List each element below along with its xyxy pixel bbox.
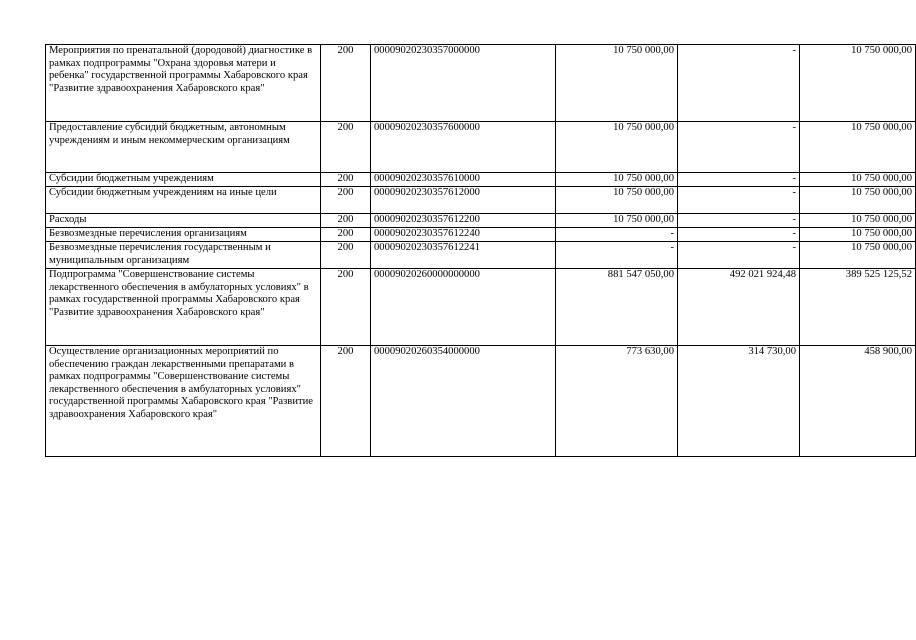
- row-executed: -: [678, 228, 800, 242]
- row-code: 200: [321, 214, 371, 228]
- row-executed: -: [678, 173, 800, 187]
- table-row: [46, 242, 916, 269]
- row-name: Субсидии бюджетным учреждениям: [46, 173, 321, 187]
- row-approved: 773 630,00: [556, 346, 678, 457]
- row-remaining: 10 750 000,00: [800, 122, 916, 173]
- row-approved: 10 750 000,00: [556, 214, 678, 228]
- row-kbk: 00009020230357612240: [371, 228, 556, 242]
- table-row: [46, 228, 916, 242]
- row-kbk: 00009020260000000000: [371, 269, 556, 346]
- row-approved: -: [556, 242, 678, 269]
- table-row: [46, 346, 916, 457]
- table-row: [46, 173, 916, 187]
- row-kbk: 00009020230357612241: [371, 242, 556, 269]
- row-kbk: 00009020230357612000: [371, 187, 556, 214]
- row-code: 200: [321, 228, 371, 242]
- row-name: Мероприятия по пренатальной (дородовой) диагностике в рамках подпрограммы "Охрана здоровья матери и ребенка" государственной программы Хабаровского края "Развитие здравоохранения Хабаровского края": [46, 45, 321, 122]
- row-remaining: 458 900,00: [800, 346, 916, 457]
- row-executed: -: [678, 45, 800, 122]
- row-approved: 10 750 000,00: [556, 173, 678, 187]
- row-remaining: 389 525 125,52: [800, 269, 916, 346]
- row-executed: -: [678, 187, 800, 214]
- row-remaining: 10 750 000,00: [800, 214, 916, 228]
- table-row: [46, 45, 916, 122]
- row-approved: 10 750 000,00: [556, 45, 678, 122]
- row-kbk: 00009020230357612200: [371, 214, 556, 228]
- row-name: Безвозмездные перечисления государственным и муниципальным организациям: [46, 242, 321, 269]
- row-approved: -: [556, 228, 678, 242]
- row-kbk: 00009020230357600000: [371, 122, 556, 173]
- row-executed: -: [678, 242, 800, 269]
- row-kbk: 00009020230357000000: [371, 45, 556, 122]
- table-row: [46, 187, 916, 214]
- row-approved: 10 750 000,00: [556, 187, 678, 214]
- row-remaining: 10 750 000,00: [800, 173, 916, 187]
- row-code: 200: [321, 187, 371, 214]
- table-row: [46, 122, 916, 173]
- row-name: Расходы: [46, 214, 321, 228]
- row-code: 200: [321, 122, 371, 173]
- row-name: Безвозмездные перечисления организациям: [46, 228, 321, 242]
- row-name: Субсидии бюджетным учреждениям на иные цели: [46, 187, 321, 214]
- table-row: [46, 214, 916, 228]
- row-remaining: 10 750 000,00: [800, 187, 916, 214]
- row-approved: 10 750 000,00: [556, 122, 678, 173]
- row-name: Осуществление организационных мероприятий по обеспечению граждан лекарственными препаратами в рамках подпрограммы "Совершенствование системы лекарственного обеспечения в амбулаторных условиях" государственной программы Хабаровского края "Развитие здравоохранения Хабаровского края": [46, 346, 321, 457]
- table-row: [46, 269, 916, 346]
- row-kbk: 00009020230357610000: [371, 173, 556, 187]
- row-kbk: 00009020260354000000: [371, 346, 556, 457]
- row-executed: 314 730,00: [678, 346, 800, 457]
- row-approved: 881 547 050,00: [556, 269, 678, 346]
- row-code: 200: [321, 269, 371, 346]
- row-code: 200: [321, 45, 371, 122]
- budget-execution-table: [45, 44, 916, 457]
- row-name: Подпрограмма "Совершенствование системы лекарственного обеспечения в амбулаторных условиях" в рамках государственной программы Хабаровского края "Развитие здравоохранения Хабаровского края": [46, 269, 321, 346]
- row-remaining: 10 750 000,00: [800, 242, 916, 269]
- row-remaining: 10 750 000,00: [800, 45, 916, 122]
- row-code: 200: [321, 346, 371, 457]
- row-code: 200: [321, 173, 371, 187]
- row-remaining: 10 750 000,00: [800, 228, 916, 242]
- row-executed: -: [678, 214, 800, 228]
- row-executed: 492 021 924,48: [678, 269, 800, 346]
- row-executed: -: [678, 122, 800, 173]
- row-name: Предоставление субсидий бюджетным, автономным учреждениям и иным некоммерческим организациям: [46, 122, 321, 173]
- row-code: 200: [321, 242, 371, 269]
